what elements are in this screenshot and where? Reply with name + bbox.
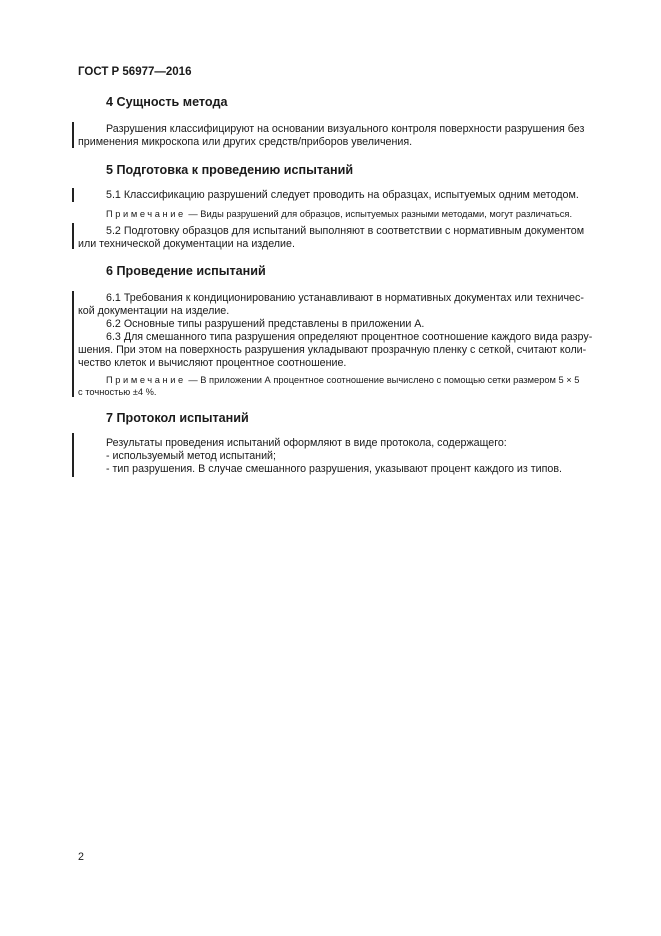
text-line: 5.1 Классификацию разрушений следует проводить на образцах, испытуемых одним методом. xyxy=(106,189,579,201)
text-line: с точностью ±4 %. xyxy=(78,387,157,397)
change-bar xyxy=(72,433,74,477)
text-line: 6.1 Требования к кондиционированию устанавливают в нормативных документах или техничес- xyxy=(106,292,584,304)
text-line: Разрушения классифицируют на основании визуального контроля поверхности разрушения без xyxy=(106,123,585,135)
section-7-body xyxy=(78,437,612,476)
text-line: Результаты проведения испытаний оформляют в виде протокола, содержащего: xyxy=(106,437,507,449)
text-line: или технической документации на изделие. xyxy=(78,238,295,250)
text-line: 6.2 Основные типы разрушений представлены в приложении А. xyxy=(106,318,425,330)
section-4-paragraph xyxy=(78,123,612,149)
text-line xyxy=(78,374,612,386)
note-text: — В приложении А процентное соотношение вычислено с помощью сетки размером 5 × 5 xyxy=(185,375,580,385)
page-number: 2 xyxy=(78,851,84,863)
note-text: — Виды разрушений для образцов, испытуемых разными методами, могут различаться. xyxy=(185,209,573,219)
text-line xyxy=(78,208,612,220)
change-bar xyxy=(72,223,74,249)
section-5-heading: 5 Подготовка к проведению испытаний xyxy=(106,163,354,177)
change-bar xyxy=(72,188,74,202)
document-code: ГОСТ Р 56977—2016 xyxy=(78,66,192,78)
note-6 xyxy=(78,374,612,398)
text-line: применения микроскопа или других средств/приборов увеличения. xyxy=(78,136,413,148)
note-label: Примечание xyxy=(106,375,186,385)
section-7-heading: 7 Протокол испытаний xyxy=(106,411,249,425)
section-4-heading: 4 Сущность метода xyxy=(106,95,228,109)
text-line: чество клеток и вычисляют процентное соотношение. xyxy=(78,357,347,369)
list-item: - используемый метод испытаний; xyxy=(106,450,276,462)
list-item: - тип разрушения. В случае смешанного разрушения, указывают процент каждого из типов. xyxy=(106,463,563,475)
change-bar xyxy=(72,291,74,397)
note-5 xyxy=(78,208,612,220)
clause-5-1 xyxy=(78,189,612,202)
text-line: 5.2 Подготовку образцов для испытаний выполняют в соответствии с нормативным документом xyxy=(106,225,585,237)
note-label: Примечание xyxy=(106,209,186,219)
text-line: кой документации на изделие. xyxy=(78,305,230,317)
change-bar xyxy=(72,122,74,148)
section-6-heading: 6 Проведение испытаний xyxy=(106,264,266,278)
clause-5-2 xyxy=(78,225,612,251)
text-line: 6.3 Для смешанного типа разрушения определяют процентное соотношение каждого вида разру- xyxy=(106,331,593,343)
clauses-6 xyxy=(78,292,612,370)
text-line: шения. При этом на поверхность разрушения укладывают прозрачную пленку с сеткой, считают коли- xyxy=(78,344,587,356)
